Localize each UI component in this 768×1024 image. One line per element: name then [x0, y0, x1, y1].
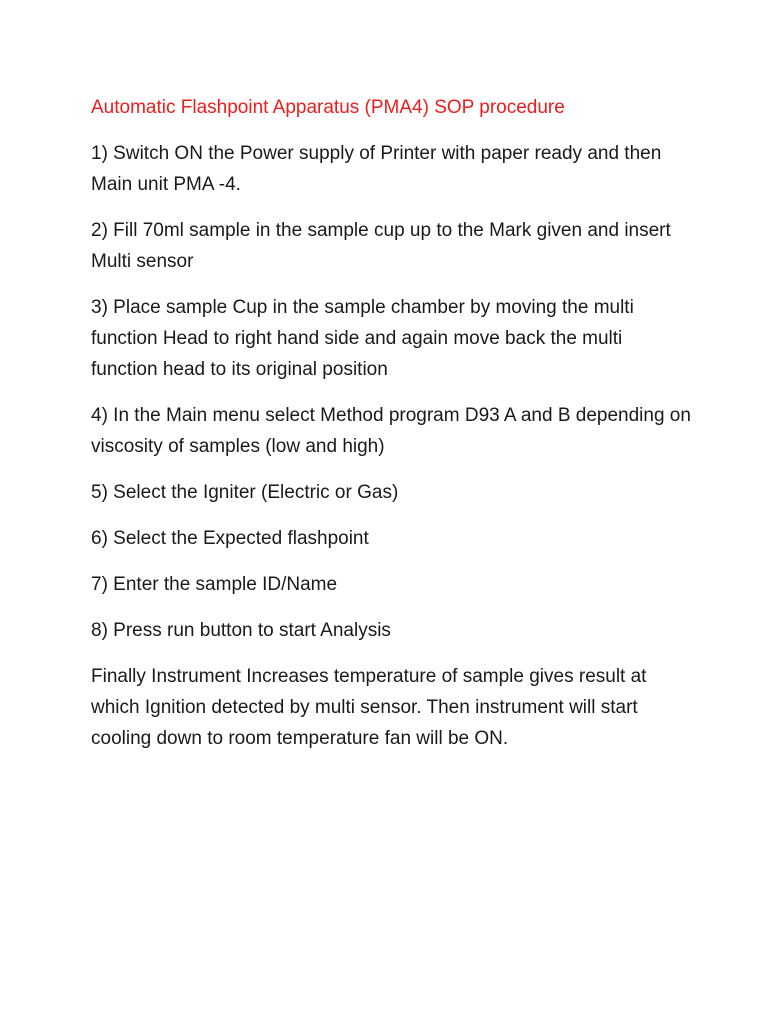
step-8: 8) Press run button to start Analysis [91, 620, 391, 641]
step-4: 4) In the Main menu select Method program D93 A and B depending on viscosity of samples (low and high) [91, 405, 691, 457]
step-7: 7) Enter the sample ID/Name [91, 574, 338, 595]
step-5: 5) Select the Igniter (Electric or Gas) [91, 482, 399, 503]
step-6: 6) Select the Expected flashpoint [91, 528, 369, 549]
step-2: 2) Fill 70ml sample in the sample cup up to the Mark given and insert Multi sensor [91, 220, 671, 272]
step-1: 1) Switch ON the Power supply of Printer with paper ready and then Main unit PMA -4. [91, 143, 662, 195]
step-3: 3) Place sample Cup in the sample chamber by moving the multi function Head to right hand side and again move back the multi function head to its original position [91, 297, 634, 380]
document-body [91, 92, 691, 769]
conclusion-paragraph: Finally Instrument Increases temperature of sample gives result at which Ignition detected by multi sensor. Then instrument will start cooling down to room temperature fan will be ON. [91, 666, 647, 749]
document-title: Automatic Flashpoint Apparatus (PMA4) SOP procedure [91, 97, 565, 118]
